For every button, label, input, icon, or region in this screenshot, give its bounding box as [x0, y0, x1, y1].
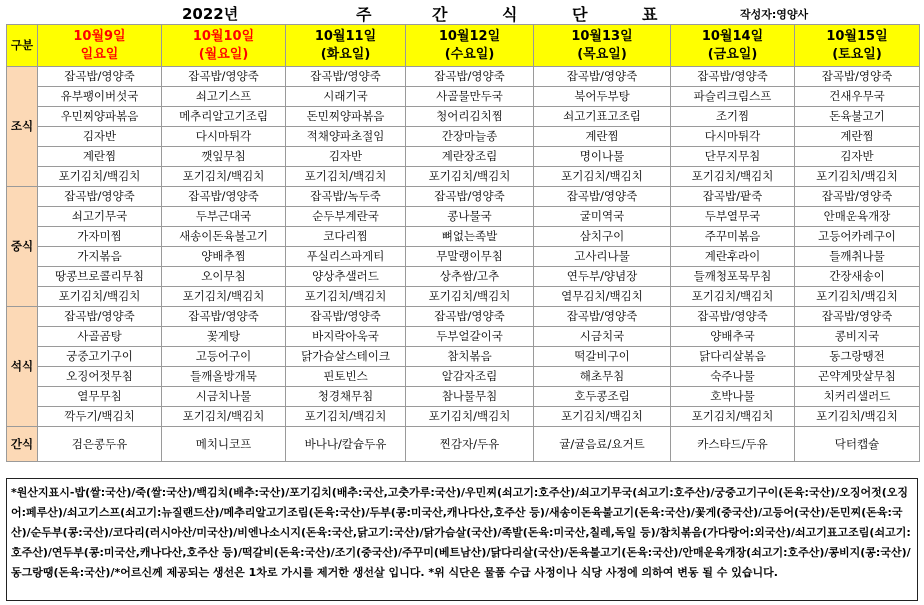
menu-cell: 유부팽이버섯국: [38, 87, 162, 107]
menu-row: [7, 347, 920, 367]
menu-cell: 잡곡밥/영양죽: [534, 67, 671, 87]
title-char: 표: [642, 5, 658, 24]
menu-cell: 들깨청포묵무침: [671, 267, 795, 287]
menu-cell: 땅콩브로콜리무침: [38, 267, 162, 287]
menu-cell: 궁중고기구이: [38, 347, 162, 367]
menu-cell: 김자반: [286, 147, 406, 167]
menu-row: [7, 107, 920, 127]
menu-cell: 잡곡밥/영양죽: [795, 187, 920, 207]
menu-cell: 계란후라이: [671, 247, 795, 267]
menu-cell: 청경채무침: [286, 387, 406, 407]
menu-cell: 포기김치/백김치: [671, 287, 795, 307]
day-header: [406, 25, 534, 67]
menu-cell: 열무김치/백김치: [534, 287, 671, 307]
day-date: 10월13일: [571, 28, 633, 44]
snack-cell: 찐감자/두유: [406, 427, 534, 462]
menu-cell: 주꾸미볶음: [671, 227, 795, 247]
menu-cell: 잡곡밥/팥죽: [671, 187, 795, 207]
menu-cell: 포기김치/백김치: [671, 167, 795, 187]
menu-cell: 단무지무침: [671, 147, 795, 167]
menu-cell: 꽃게탕: [162, 327, 286, 347]
menu-row: [7, 87, 920, 107]
menu-cell: 조기찜: [671, 107, 795, 127]
menu-cell: 떡갈비구이: [534, 347, 671, 367]
menu-cell: 김자반: [38, 127, 162, 147]
menu-cell: 포기김치/백김치: [286, 167, 406, 187]
menu-cell: 오징어젓무침: [38, 367, 162, 387]
title-char: 주: [356, 5, 372, 24]
menu-cell: 잡곡밥/영양죽: [162, 67, 286, 87]
menu-cell: 잡곡밥/영양죽: [795, 307, 920, 327]
menu-cell: 포기김치/백김치: [406, 407, 534, 427]
menu-row: [7, 127, 920, 147]
menu-cell: 포기김치/백김치: [38, 287, 162, 307]
menu-cell: 적채양파초절임: [286, 127, 406, 147]
meal-label: 조식: [7, 67, 38, 187]
menu-cell: 두부근대국: [162, 207, 286, 227]
menu-cell: 두부열무국: [671, 207, 795, 227]
menu-row: [7, 187, 920, 207]
menu-cell: 잡곡밥/영양죽: [406, 307, 534, 327]
menu-cell: 돈육불고기: [795, 107, 920, 127]
menu-row: [7, 367, 920, 387]
origin-note: *원산지표시-밥(쌀:국산)/죽(쌀:국산)/백김치(배추:국산)/포기김치(배추:국산,고춧가루:국산)/우민찌(쇠고기:호주산)/쇠고기무국(쇠고기:호주산)/궁중고기구이(돈육:국산)/오징어젓(오징어:페루산)/쇠고기스프(쇠고기:뉴질랜드산)/메추리알고기조림(돈육:국산)/두부(콩:미국산,캐나다산,호주산 등)/새송이돈육불고기(돈육:국산)/꽃게(중국산)/고등어(국산)/돈민찌(돈육:국산)/순두부(콩:국산)/코다리(러시아산/미국산)/비엔나소시지(돈육:국산,닭고기:국산)/닭가슴살(국산)/족발(돈육:미국산,칠레,독일 등)/참치볶음(가다랑어:외국산)/쇠고기표고조림(쇠고기:호주산)/연두부(콩:미국산,캐나다산,호주산 등)/떡갈비(돈육:국산)/조기(중국산)/주꾸미(베트남산)/닭다리살(국산)/돈육불고기(돈육:국산)/안매운육개장(쇠고기:호주산)/콩비지(콩:국산)/동그랑땡(돈육:국산)/*어르신께 제공되는 생선은 1차로 가시를 제거한 생선살 입니다. *위 식단은 물품 수급 사정이나 식당 사정에 의하여 변동 될 수 있습니다.: [6, 478, 918, 601]
menu-cell: 숙주나물: [671, 367, 795, 387]
day-header: [162, 25, 286, 67]
title-year: 2022년: [182, 5, 239, 23]
day-date: 10월11일: [314, 28, 377, 44]
snack-cell: 닥터캡슐: [795, 427, 920, 462]
menu-row: [7, 267, 920, 287]
day-of-week: (화요일): [320, 46, 371, 62]
menu-row: [7, 247, 920, 267]
menu-cell: 포기김치/백김치: [406, 287, 534, 307]
day-header: [795, 25, 920, 67]
menu-cell: 고등어카레구이: [795, 227, 920, 247]
menu-cell: 삼치구이: [534, 227, 671, 247]
menu-cell: 계란찜: [534, 127, 671, 147]
menu-cell: 콩비지국: [795, 327, 920, 347]
snack-cell: 귤/귤음료/요거트: [534, 427, 671, 462]
menu-cell: 연두부/양념장: [534, 267, 671, 287]
menu-row: [7, 387, 920, 407]
menu-cell: 해초무침: [534, 367, 671, 387]
menu-cell: 포기김치/백김치: [162, 287, 286, 307]
menu-cell: 알감자조림: [406, 367, 534, 387]
menu-cell: 다시마튀각: [162, 127, 286, 147]
menu-cell: 들깨취나물: [795, 247, 920, 267]
meal-label: 중식: [7, 187, 38, 307]
menu-cell: 포기김치/백김치: [406, 167, 534, 187]
menu-cell: 잡곡밥/영양죽: [534, 307, 671, 327]
menu-cell: 다시마튀각: [671, 127, 795, 147]
menu-cell: 간장새송이: [795, 267, 920, 287]
menu-row: [7, 67, 920, 87]
menu-cell: 시래기국: [286, 87, 406, 107]
menu-cell: 곤약계맛살무침: [795, 367, 920, 387]
day-date: 10월12일: [438, 28, 501, 44]
menu-cell: 북어두부탕: [534, 87, 671, 107]
day-header: [286, 25, 406, 67]
menu-cell: 닭가슴살스테이크: [286, 347, 406, 367]
day-of-week: (금요일): [707, 46, 758, 62]
day-date: 10월15일: [826, 28, 888, 44]
menu-cell: 핀토빈스: [286, 367, 406, 387]
menu-cell: 고사리나물: [534, 247, 671, 267]
day-date: 10월9일: [73, 28, 126, 44]
snack-cell: 바나나/칼슘두유: [286, 427, 406, 462]
menu-cell: 잡곡밥/영양죽: [795, 67, 920, 87]
day-of-week: (목요일): [577, 46, 627, 62]
menu-cell: 잡곡밥/영양죽: [671, 67, 795, 87]
menu-cell: 깻잎무침: [162, 147, 286, 167]
menu-cell: 깍두기/백김치: [38, 407, 162, 427]
snack-cell: 카스타드/두유: [671, 427, 795, 462]
menu-cell: 코다리찜: [286, 227, 406, 247]
menu-cell: 쇠고기무국: [38, 207, 162, 227]
menu-row: [7, 227, 920, 247]
menu-cell: 청어리김치찜: [406, 107, 534, 127]
snack-cell: 검은콩두유: [38, 427, 162, 462]
menu-row: [7, 407, 920, 427]
day-of-week: 일요일: [80, 46, 119, 62]
menu-cell: 잡곡밥/영양죽: [406, 187, 534, 207]
menu-row: [7, 147, 920, 167]
day-date: 10월14일: [701, 28, 764, 44]
menu-cell: 건새우무국: [795, 87, 920, 107]
day-date: 10월10일: [192, 28, 255, 44]
menu-cell: 순두부계란국: [286, 207, 406, 227]
menu-cell: 치커리샐러드: [795, 387, 920, 407]
menu-cell: 간장마늘종: [406, 127, 534, 147]
menu-cell: 두부얼갈이국: [406, 327, 534, 347]
menu-cell: 쇠고기표고조림: [534, 107, 671, 127]
day-header: [671, 25, 795, 67]
menu-cell: 시금치나물: [162, 387, 286, 407]
menu-cell: 무말랭이무침: [406, 247, 534, 267]
menu-cell: 들깨올방개묵: [162, 367, 286, 387]
menu-cell: 잡곡밥/영양죽: [286, 67, 406, 87]
menu-cell: 상추쌈/고추: [406, 267, 534, 287]
menu-cell: 양배추국: [671, 327, 795, 347]
menu-cell: 계란찜: [38, 147, 162, 167]
menu-cell: 오이무침: [162, 267, 286, 287]
day-header: [38, 25, 162, 67]
menu-cell: 동그랑땡전: [795, 347, 920, 367]
menu-cell: 파슬리크림스프: [671, 87, 795, 107]
snack-label: 간식: [7, 427, 38, 462]
menu-row: [7, 287, 920, 307]
menu-cell: 김자반: [795, 147, 920, 167]
menu-cell: 쇠고기스프: [162, 87, 286, 107]
snack-row: [7, 427, 920, 462]
menu-cell: 참나물무침: [406, 387, 534, 407]
day-of-week: (토요일): [832, 46, 882, 62]
title-char: 단: [572, 5, 588, 24]
author-label: 작성자:영양사: [740, 8, 809, 21]
menu-cell: 새송이돈육불고기: [162, 227, 286, 247]
menu-cell: 잡곡밥/영양죽: [671, 307, 795, 327]
menu-cell: 돈민찌양파볶음: [286, 107, 406, 127]
menu-cell: 잡곡밥/영양죽: [162, 307, 286, 327]
menu-cell: 잡곡밥/영양죽: [162, 187, 286, 207]
menu-row: [7, 327, 920, 347]
menu-cell: 사골곰탕: [38, 327, 162, 347]
menu-cell: 명이나물: [534, 147, 671, 167]
category-header: 구분: [7, 25, 38, 67]
menu-cell: 포기김치/백김치: [286, 407, 406, 427]
menu-row: [7, 207, 920, 227]
day-of-week: (수요일): [444, 46, 495, 62]
day-header: [534, 25, 671, 67]
menu-cell: 포기김치/백김치: [162, 167, 286, 187]
menu-cell: 양상추샐러드: [286, 267, 406, 287]
menu-cell: 호박나물: [671, 387, 795, 407]
menu-cell: 잡곡밥/영양죽: [286, 307, 406, 327]
menu-cell: 닭다리살볶음: [671, 347, 795, 367]
menu-cell: 호두콩조림: [534, 387, 671, 407]
menu-cell: 우민찌양파볶음: [38, 107, 162, 127]
menu-cell: 포기김치/백김치: [534, 167, 671, 187]
menu-cell: 메추리알고기조림: [162, 107, 286, 127]
menu-cell: 계란장조림: [406, 147, 534, 167]
menu-row: [7, 167, 920, 187]
day-of-week: (월요일): [198, 46, 249, 62]
menu-cell: 굴미역국: [534, 207, 671, 227]
menu-cell: 포기김치/백김치: [671, 407, 795, 427]
menu-cell: 사골물만두국: [406, 87, 534, 107]
menu-cell: 포기김치/백김치: [795, 167, 920, 187]
title-char: 간: [432, 5, 448, 24]
menu-row: [7, 307, 920, 327]
menu-cell: 콩나물국: [406, 207, 534, 227]
menu-cell: 가지볶음: [38, 247, 162, 267]
menu-cell: 양배추찜: [162, 247, 286, 267]
menu-cell: 잡곡밥/영양죽: [38, 307, 162, 327]
snack-cell: 메치니코프: [162, 427, 286, 462]
menu-cell: 잡곡밥/영양죽: [406, 67, 534, 87]
menu-cell: 포기김치/백김치: [795, 407, 920, 427]
menu-cell: 고등어구이: [162, 347, 286, 367]
menu-cell: 참치볶음: [406, 347, 534, 367]
menu-cell: 잡곡밥/영양죽: [38, 67, 162, 87]
meal-label: 석식: [7, 307, 38, 427]
menu-cell: 포기김치/백김치: [286, 287, 406, 307]
title-row: [0, 0, 924, 24]
menu-cell: 바지락아욱국: [286, 327, 406, 347]
menu-cell: 잡곡밥/녹두죽: [286, 187, 406, 207]
menu-cell: 푸실리스파게티: [286, 247, 406, 267]
menu-cell: 포기김치/백김치: [38, 167, 162, 187]
menu-cell: 포기김치/백김치: [795, 287, 920, 307]
menu-cell: 시금치국: [534, 327, 671, 347]
menu-cell: 안매운육개장: [795, 207, 920, 227]
menu-cell: 계란찜: [795, 127, 920, 147]
menu-cell: 포기김치/백김치: [534, 407, 671, 427]
menu-cell: 가자미찜: [38, 227, 162, 247]
menu-cell: 열무무침: [38, 387, 162, 407]
menu-cell: 포기김치/백김치: [162, 407, 286, 427]
menu-cell: 잡곡밥/영양죽: [534, 187, 671, 207]
header-row: [7, 25, 920, 67]
menu-cell: 뼈없는족발: [406, 227, 534, 247]
menu-table: [6, 24, 920, 462]
title-char: 식: [502, 5, 518, 24]
menu-cell: 잡곡밥/영양죽: [38, 187, 162, 207]
